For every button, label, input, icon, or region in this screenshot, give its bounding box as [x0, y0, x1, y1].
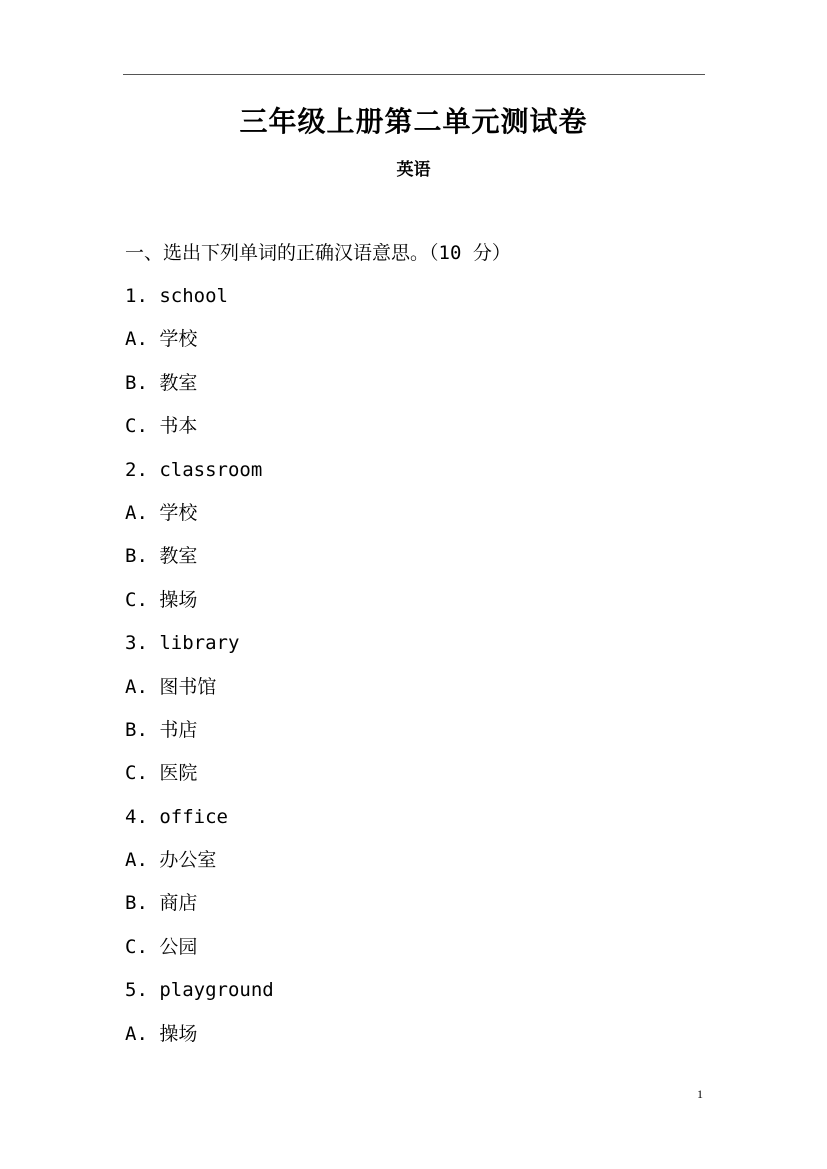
- document-body: [125, 232, 725, 1056]
- option-line: A. 图书馆: [125, 675, 217, 698]
- option-line: C. 书本: [125, 415, 198, 438]
- page-subtitle: 英语: [396, 160, 431, 180]
- option-line: C. 公园: [125, 935, 198, 958]
- option-line: B. 教室: [125, 545, 198, 568]
- option-line: A. 操场: [125, 1022, 198, 1045]
- question-1: 1. school: [125, 285, 228, 307]
- option-line: C. 医院: [125, 762, 198, 785]
- question-5: 5. playground: [125, 979, 274, 1002]
- option-line: B. 教室: [125, 371, 198, 394]
- option-line: C. 操场: [125, 588, 198, 611]
- option-line: A. 学校: [125, 328, 198, 351]
- option-line: A. 学校: [125, 501, 198, 524]
- section-heading: 一、选出下列单词的正确汉语意思。（10 分）: [125, 242, 511, 264]
- question-4: 4. office: [125, 805, 228, 828]
- option-line: A. 办公室: [125, 849, 217, 872]
- option-line: B. 商店: [125, 892, 198, 915]
- header-rule: [123, 74, 705, 75]
- question-3: 3. library: [125, 632, 240, 655]
- question-2: 2. classroom: [125, 458, 263, 481]
- option-line: B. 书店: [125, 718, 198, 741]
- page-title: 三年级上册第二单元测试卷: [239, 105, 588, 138]
- page-number: 1: [697, 1087, 703, 1101]
